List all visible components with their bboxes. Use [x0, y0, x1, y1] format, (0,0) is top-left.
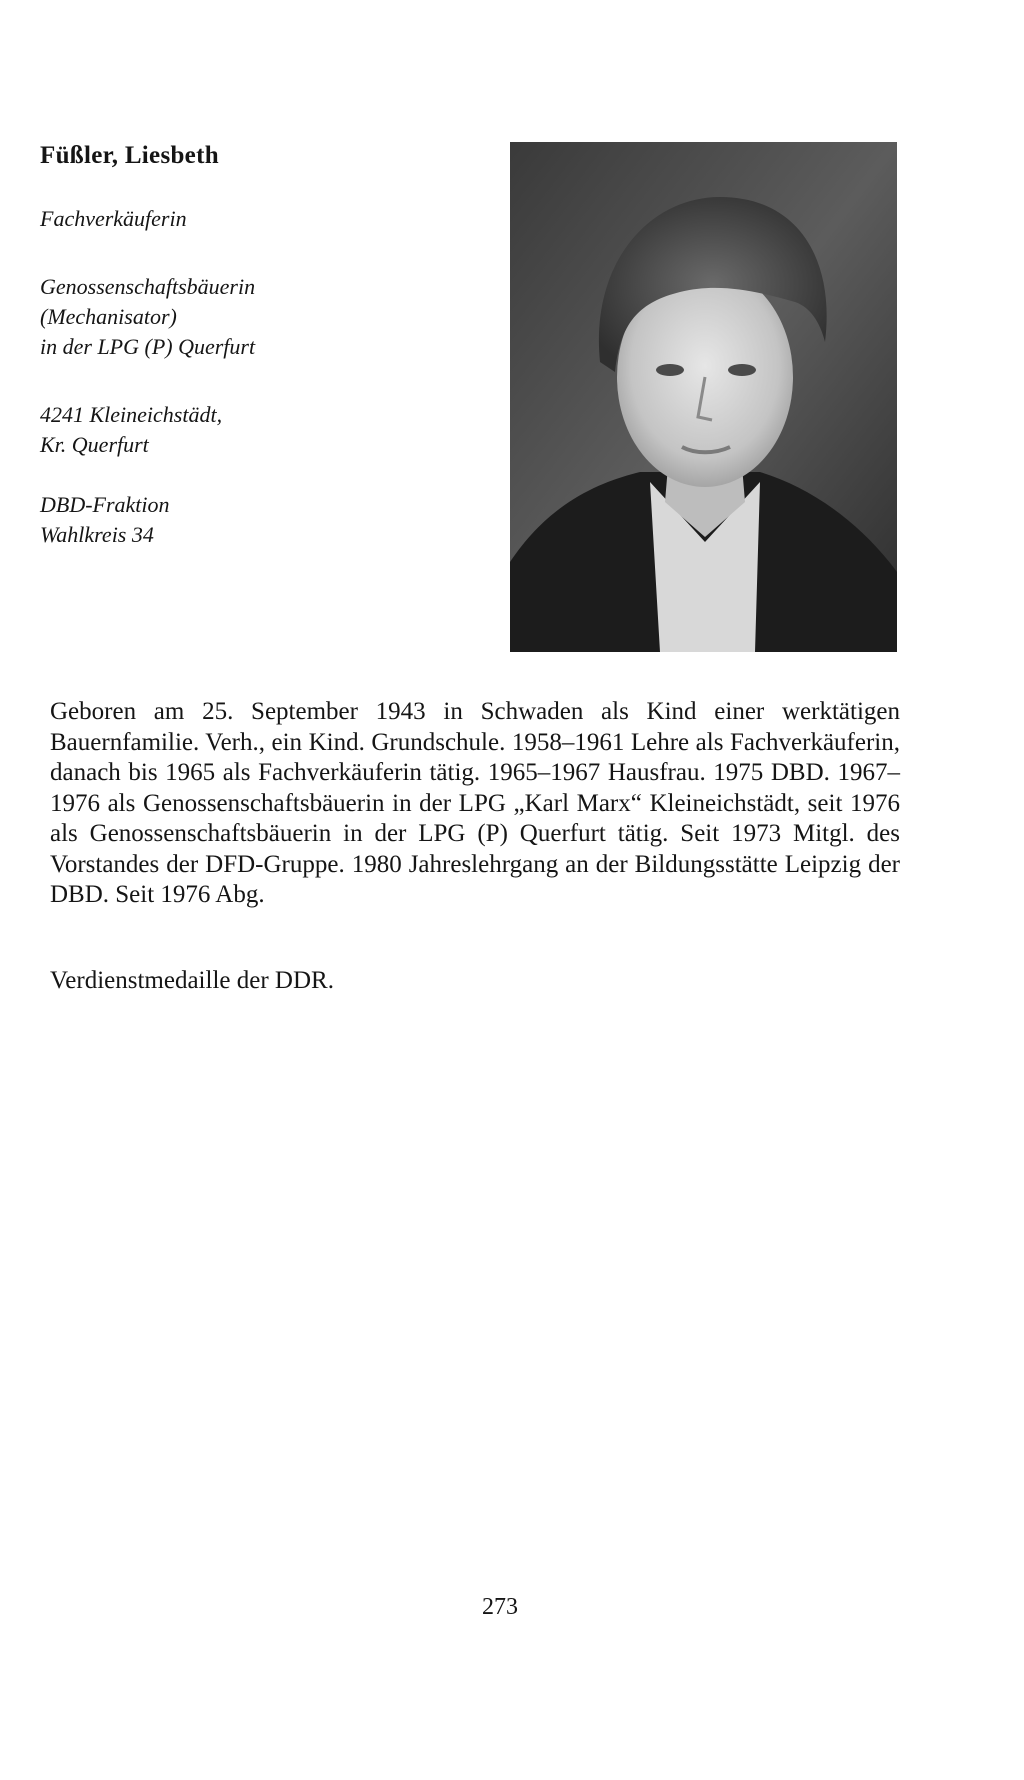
faction-line: DBD-Fraktion	[40, 492, 170, 517]
person-name: Füßler, Liesbeth	[40, 142, 219, 169]
biography: Geboren am 25. September 1943 in Schwaden als Kind einer werktätigen Bauernfamilie. Verh., ein Kind. Grundschule. 1958–1961 Lehre als Fachverkäuferin, danach bis 1965 als Fachverkäuferin tätig. 1965–1967 Hausfrau. 1975 DBD. 1967–1976 als Genossenschaftsbäuerin in der LPG „Karl Marx“ Kleineichstädt, seit 1976 als Genossenschaftsbäuerin in der LPG (P) Querfurt tätig. Seit 1973 Mitgl. des Vorstandes der DFD-Gruppe. 1980 Jahreslehrgang an der Bildungsstätte Leipzig der DBD. Seit 1976 Abg.	[50, 698, 900, 908]
position-line: in der LPG (P) Querfurt	[40, 334, 256, 359]
occupation-text: Fachverkäuferin	[40, 206, 187, 231]
faction-line: Wahlkreis 34	[40, 522, 154, 547]
address	[40, 400, 222, 460]
address-line: 4241 Kleineichstädt,	[40, 402, 223, 427]
portrait-photo	[510, 142, 897, 652]
address-line: Kr. Querfurt	[40, 432, 149, 457]
faction	[40, 490, 170, 550]
position-line: (Mechanisator)	[40, 304, 177, 329]
position	[40, 272, 255, 362]
portrait-illustration	[510, 142, 897, 652]
occupation	[40, 204, 187, 234]
page-number: 273	[482, 1594, 518, 1620]
position-line: Genossenschaftsbäuerin	[40, 274, 256, 299]
honors: Verdienstmedaille der DDR.	[50, 967, 334, 994]
